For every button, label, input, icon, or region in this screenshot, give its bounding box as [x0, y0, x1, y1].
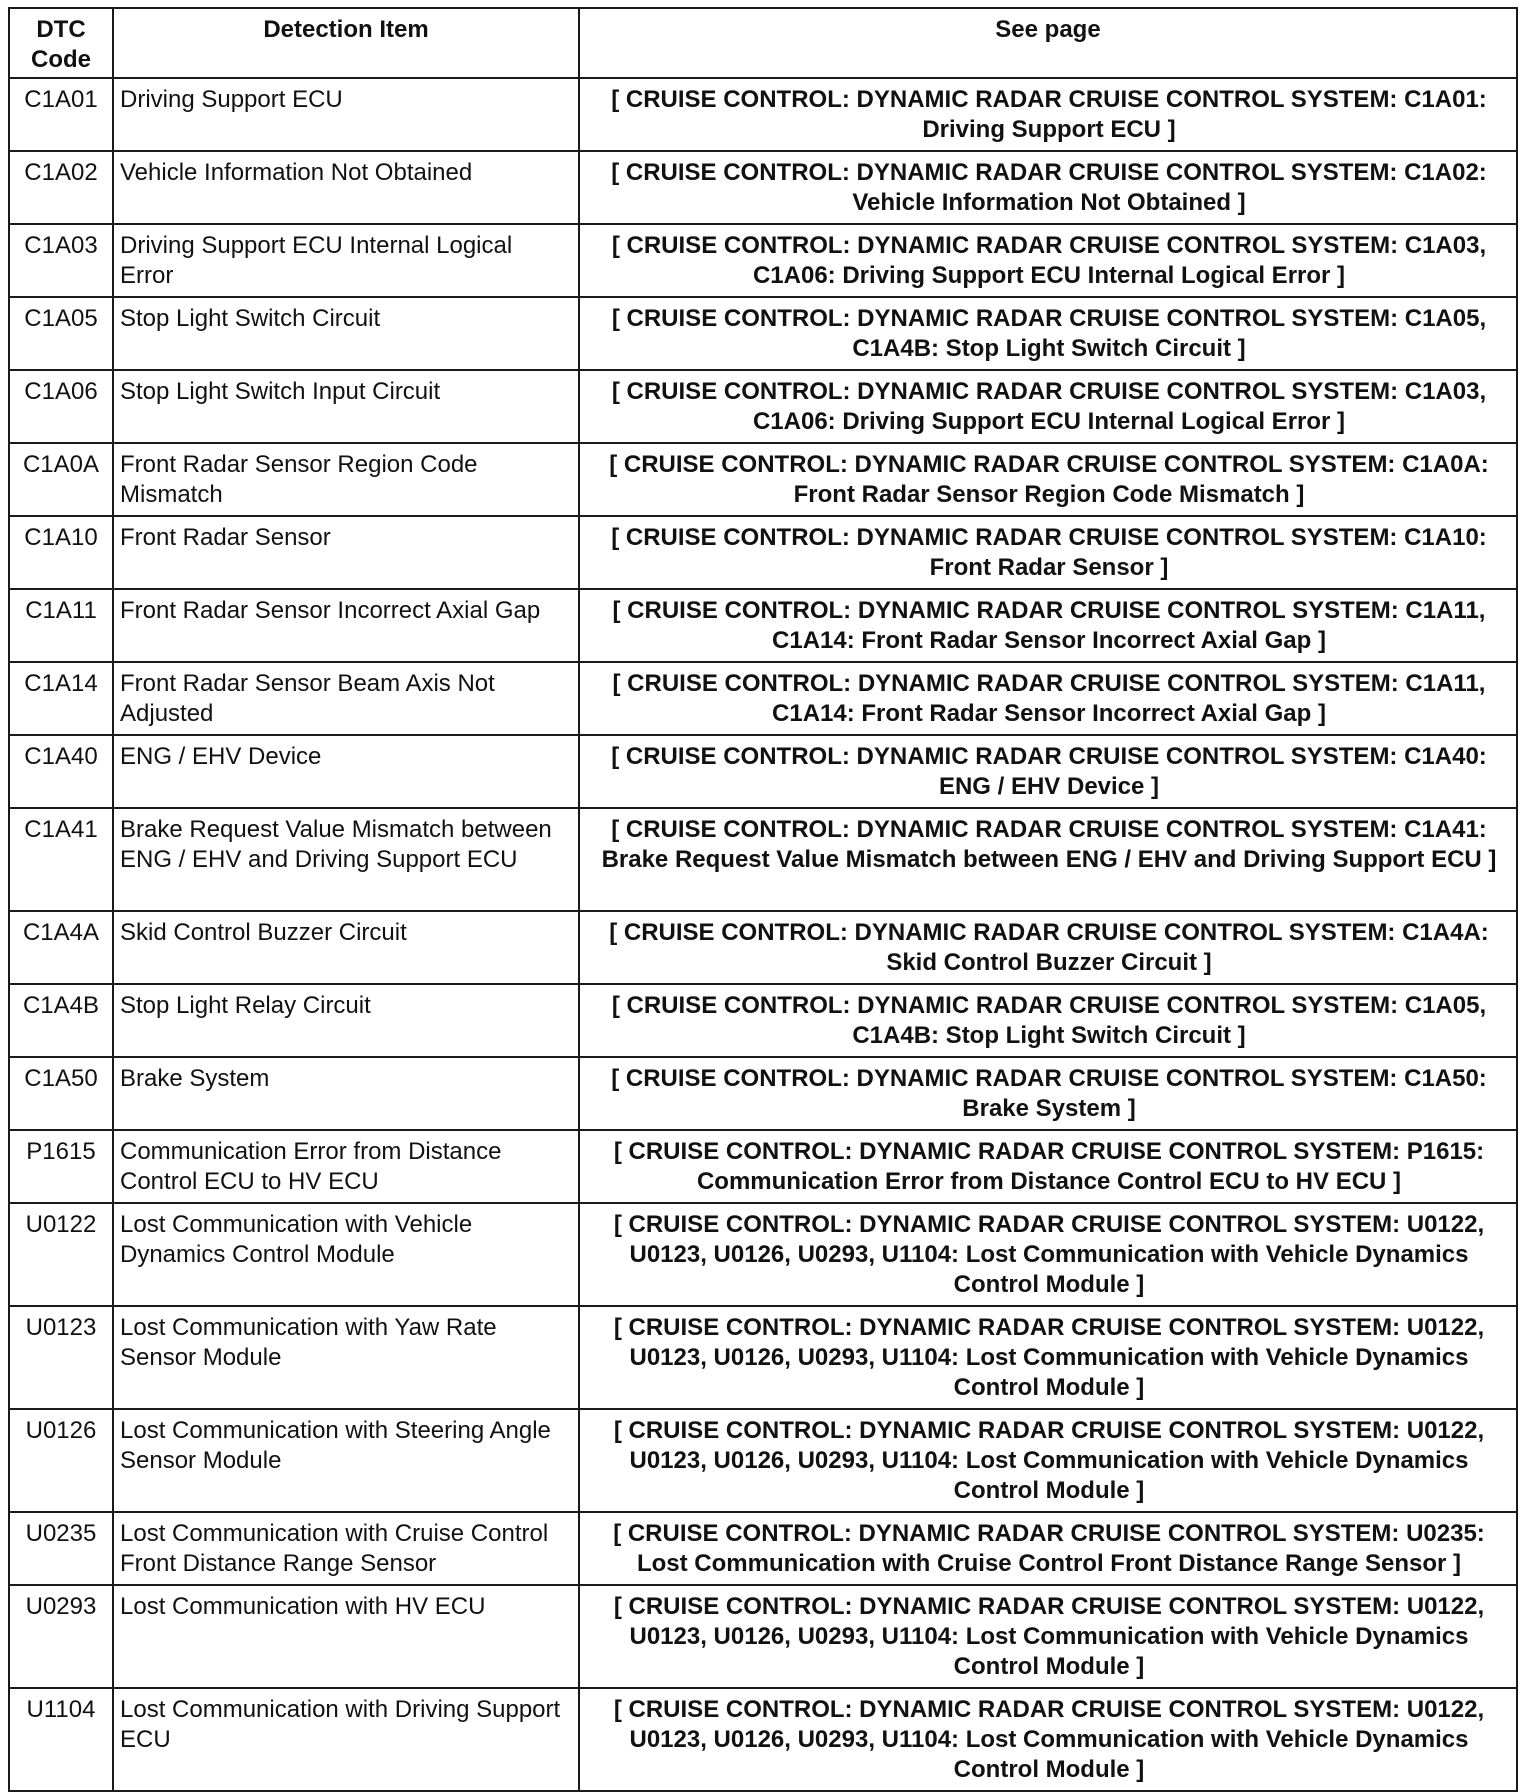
detection-item-cell: Lost Communication with Yaw Rate Sensor Module: [113, 1306, 579, 1409]
dtc-code-cell: C1A02: [9, 151, 113, 224]
table-row: [9, 297, 1517, 370]
see-page-link[interactable]: [ CRUISE CONTROL: DYNAMIC RADAR CRUISE CONTROL SYSTEM: C1A05, C1A4B: Stop Light Switch Circuit ]: [579, 297, 1517, 370]
see-page-link[interactable]: [ CRUISE CONTROL: DYNAMIC RADAR CRUISE CONTROL SYSTEM: C1A11, C1A14: Front Radar Sensor Incorrect Axial Gap ]: [579, 662, 1517, 735]
dtc-code-cell: U0235: [9, 1512, 113, 1585]
detection-item-cell: Front Radar Sensor Region Code Mismatch: [113, 443, 579, 516]
dtc-table: [8, 7, 1518, 1792]
dtc-code-cell: U0123: [9, 1306, 113, 1409]
see-page-link[interactable]: [ CRUISE CONTROL: DYNAMIC RADAR CRUISE CONTROL SYSTEM: C1A41: Brake Request Value Mismatch between ENG / EHV and Driving Support ECU ]: [579, 808, 1517, 911]
table-row: [9, 443, 1517, 516]
detection-item-cell: Stop Light Switch Input Circuit: [113, 370, 579, 443]
dtc-code-cell: C1A4A: [9, 911, 113, 984]
see-page-link[interactable]: [ CRUISE CONTROL: DYNAMIC RADAR CRUISE CONTROL SYSTEM: C1A10: Front Radar Sensor ]: [579, 516, 1517, 589]
table-row: [9, 1057, 1517, 1130]
dtc-code-cell: P1615: [9, 1130, 113, 1203]
dtc-code-cell: C1A50: [9, 1057, 113, 1130]
header-detection-item: Detection Item: [113, 8, 579, 78]
dtc-code-cell: C1A40: [9, 735, 113, 808]
see-page-link[interactable]: [ CRUISE CONTROL: DYNAMIC RADAR CRUISE CONTROL SYSTEM: C1A4A: Skid Control Buzzer Circuit ]: [579, 911, 1517, 984]
see-page-link[interactable]: [ CRUISE CONTROL: DYNAMIC RADAR CRUISE CONTROL SYSTEM: C1A02: Vehicle Information Not Obtained ]: [579, 151, 1517, 224]
table-row: [9, 1512, 1517, 1585]
dtc-code-cell: C1A10: [9, 516, 113, 589]
see-page-link[interactable]: [ CRUISE CONTROL: DYNAMIC RADAR CRUISE CONTROL SYSTEM: U0122, U0123, U0126, U0293, U1104: Lost Communication with Vehicle Dynamics Control Module ]: [579, 1688, 1517, 1791]
detection-item-cell: Lost Communication with Cruise Control Front Distance Range Sensor: [113, 1512, 579, 1585]
table-row: [9, 1409, 1517, 1512]
see-page-link[interactable]: [ CRUISE CONTROL: DYNAMIC RADAR CRUISE CONTROL SYSTEM: C1A03, C1A06: Driving Support ECU Internal Logical Error ]: [579, 224, 1517, 297]
detection-item-cell: Front Radar Sensor Beam Axis Not Adjusted: [113, 662, 579, 735]
dtc-code-cell: U1104: [9, 1688, 113, 1791]
table-row: [9, 808, 1517, 911]
detection-item-cell: Driving Support ECU Internal Logical Error: [113, 224, 579, 297]
detection-item-cell: Stop Light Relay Circuit: [113, 984, 579, 1057]
see-page-link[interactable]: [ CRUISE CONTROL: DYNAMIC RADAR CRUISE CONTROL SYSTEM: C1A0A: Front Radar Sensor Region Code Mismatch ]: [579, 443, 1517, 516]
header-dtc-code: [9, 8, 113, 78]
see-page-link[interactable]: [ CRUISE CONTROL: DYNAMIC RADAR CRUISE CONTROL SYSTEM: C1A05, C1A4B: Stop Light Switch Circuit ]: [579, 984, 1517, 1057]
see-page-link[interactable]: [ CRUISE CONTROL: DYNAMIC RADAR CRUISE CONTROL SYSTEM: C1A50: Brake System ]: [579, 1057, 1517, 1130]
table-row: [9, 1203, 1517, 1306]
detection-item-cell: Brake Request Value Mismatch between ENG / EHV and Driving Support ECU: [113, 808, 579, 911]
detection-item-cell: Stop Light Switch Circuit: [113, 297, 579, 370]
table-row: [9, 78, 1517, 151]
table-header-row: [9, 8, 1517, 78]
detection-item-cell: Lost Communication with Steering Angle Sensor Module: [113, 1409, 579, 1512]
dtc-code-cell: C1A4B: [9, 984, 113, 1057]
dtc-code-cell: C1A0A: [9, 443, 113, 516]
dtc-code-cell: C1A03: [9, 224, 113, 297]
table-row: [9, 151, 1517, 224]
table-row: [9, 370, 1517, 443]
dtc-code-cell: C1A01: [9, 78, 113, 151]
see-page-link[interactable]: [ CRUISE CONTROL: DYNAMIC RADAR CRUISE CONTROL SYSTEM: C1A03, C1A06: Driving Support ECU Internal Logical Error ]: [579, 370, 1517, 443]
header-dtc-code-line2: Code: [31, 46, 91, 73]
detection-item-cell: Driving Support ECU: [113, 78, 579, 151]
see-page-link[interactable]: [ CRUISE CONTROL: DYNAMIC RADAR CRUISE CONTROL SYSTEM: C1A40: ENG / EHV Device ]: [579, 735, 1517, 808]
see-page-link[interactable]: [ CRUISE CONTROL: DYNAMIC RADAR CRUISE CONTROL SYSTEM: U0235: Lost Communication with Cruise Control Front Distance Range Sensor ]: [579, 1512, 1517, 1585]
detection-item-cell: Lost Communication with Vehicle Dynamics Control Module: [113, 1203, 579, 1306]
table-row: [9, 1585, 1517, 1688]
table-row: [9, 516, 1517, 589]
see-page-link[interactable]: [ CRUISE CONTROL: DYNAMIC RADAR CRUISE CONTROL SYSTEM: U0122, U0123, U0126, U0293, U1104: Lost Communication with Vehicle Dynamics Control Module ]: [579, 1585, 1517, 1688]
detection-item-cell: Communication Error from Distance Control ECU to HV ECU: [113, 1130, 579, 1203]
table-row: [9, 735, 1517, 808]
header-dtc-code-line1: DTC: [36, 16, 86, 43]
dtc-code-cell: C1A06: [9, 370, 113, 443]
see-page-link[interactable]: [ CRUISE CONTROL: DYNAMIC RADAR CRUISE CONTROL SYSTEM: C1A11, C1A14: Front Radar Sensor Incorrect Axial Gap ]: [579, 589, 1517, 662]
see-page-link[interactable]: [ CRUISE CONTROL: DYNAMIC RADAR CRUISE CONTROL SYSTEM: U0122, U0123, U0126, U0293, U1104: Lost Communication with Vehicle Dynamics Control Module ]: [579, 1306, 1517, 1409]
detection-item-cell: Lost Communication with HV ECU: [113, 1585, 579, 1688]
see-page-link[interactable]: [ CRUISE CONTROL: DYNAMIC RADAR CRUISE CONTROL SYSTEM: U0122, U0123, U0126, U0293, U1104: Lost Communication with Vehicle Dynamics Control Module ]: [579, 1409, 1517, 1512]
dtc-code-cell: C1A14: [9, 662, 113, 735]
table-row: [9, 224, 1517, 297]
header-see-page: See page: [579, 8, 1517, 78]
dtc-code-cell: U0293: [9, 1585, 113, 1688]
table-row: [9, 1130, 1517, 1203]
dtc-code-cell: U0126: [9, 1409, 113, 1512]
detection-item-cell: ENG / EHV Device: [113, 735, 579, 808]
detection-item-cell: Front Radar Sensor: [113, 516, 579, 589]
table-row: [9, 911, 1517, 984]
dtc-code-cell: C1A05: [9, 297, 113, 370]
detection-item-cell: Front Radar Sensor Incorrect Axial Gap: [113, 589, 579, 662]
see-page-link[interactable]: [ CRUISE CONTROL: DYNAMIC RADAR CRUISE CONTROL SYSTEM: C1A01: Driving Support ECU ]: [579, 78, 1517, 151]
dtc-code-cell: U0122: [9, 1203, 113, 1306]
dtc-code-cell: C1A41: [9, 808, 113, 911]
table-row: [9, 1306, 1517, 1409]
see-page-link[interactable]: [ CRUISE CONTROL: DYNAMIC RADAR CRUISE CONTROL SYSTEM: P1615: Communication Error from Distance Control ECU to HV ECU ]: [579, 1130, 1517, 1203]
detection-item-cell: Vehicle Information Not Obtained: [113, 151, 579, 224]
detection-item-cell: Brake System: [113, 1057, 579, 1130]
dtc-code-cell: C1A11: [9, 589, 113, 662]
table-row: [9, 984, 1517, 1057]
detection-item-cell: Lost Communication with Driving Support ECU: [113, 1688, 579, 1791]
table-row: [9, 1688, 1517, 1791]
table-row: [9, 662, 1517, 735]
see-page-link[interactable]: [ CRUISE CONTROL: DYNAMIC RADAR CRUISE CONTROL SYSTEM: U0122, U0123, U0126, U0293, U1104: Lost Communication with Vehicle Dynamics Control Module ]: [579, 1203, 1517, 1306]
detection-item-cell: Skid Control Buzzer Circuit: [113, 911, 579, 984]
table-row: [9, 589, 1517, 662]
